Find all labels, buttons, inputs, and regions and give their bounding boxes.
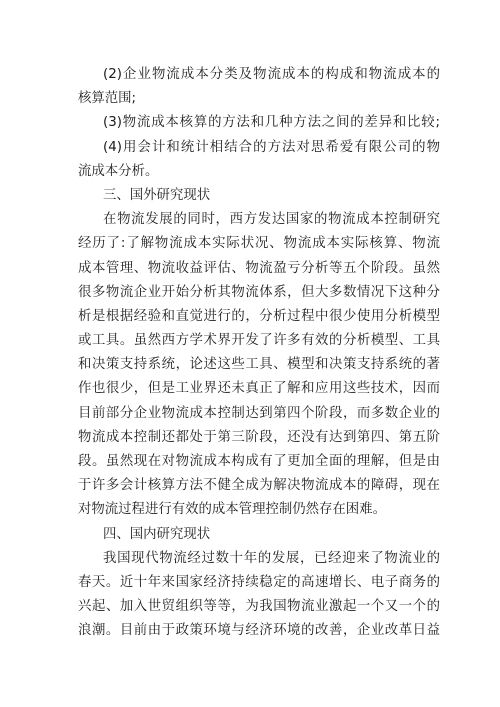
text-line: 在物流发展的同时，西方发达国家的物流成本控制研究: [103, 212, 440, 228]
text-line: 目前部分企业物流成本控制达到第四个阶段，而多数企业的: [78, 405, 440, 421]
text-line: 流成本分析。: [78, 163, 159, 179]
text-line: (3)物流成本核算的方法和几种方法之间的差异和比较;: [103, 115, 440, 131]
text-line: (2)企业物流成本分类及物流成本的构成和物流成本的: [103, 67, 440, 82]
text-line: 春天。近十年来国家经济持续稳定的高速增长、电子商务的: [78, 574, 440, 590]
text-line: 成本管理、物流收益评估、物流盈亏分析等五个阶段。虽然: [78, 260, 440, 276]
text-line: 作也很少，但是工业界还未真正了解和应用这些技术，因而: [78, 381, 440, 397]
text-line: 于许多会计核算方法不健全成为解决物流成本的障碍，现在: [78, 478, 440, 494]
text-line: 经历了:了解物流成本实际状况、物流成本实际核算、物流: [78, 236, 440, 252]
text-line: 很多物流企业开始分析其物流体系，但大多数情况下这种分: [78, 284, 440, 300]
text-line: (4)用会计和统计相结合的方法对思希爱有限公司的物: [103, 139, 440, 155]
text-line: 浪潮。目前由于政策环境与经济环境的改善，企业改革日益: [78, 623, 440, 639]
text-line: 析是根据经验和直觉进行的，分析过程中很少使用分析模型: [78, 308, 440, 324]
text-line: 段。虽然现在对物流成本构成有了更加全面的理解，但是由: [78, 454, 440, 469]
text-line: 物流成本控制还都处于第三阶段，还没有达到第四、第五阶: [78, 429, 440, 445]
text-line: 兴起、加入世贸组织等等，为我国物流业激起一个又一个的: [78, 599, 440, 615]
text-line: 四、国内研究现状: [103, 526, 211, 542]
text-line: 对物流过程进行有效的成本管理控制仍然存在困难。: [78, 502, 386, 518]
text-line: 或工具。虽然西方学术界开发了许多有效的分析模型、工具: [78, 333, 440, 349]
text-line: 和决策支持系统，论述这些工具、模型和决策支持系统的著: [78, 357, 440, 373]
document-body: [78, 63, 440, 644]
text-line: 核算范围;: [78, 91, 137, 107]
text-line: 三、国外研究现状: [103, 187, 211, 203]
text-line: 我国现代物流经过数十年的发展，已经迎来了物流业的: [103, 550, 440, 566]
